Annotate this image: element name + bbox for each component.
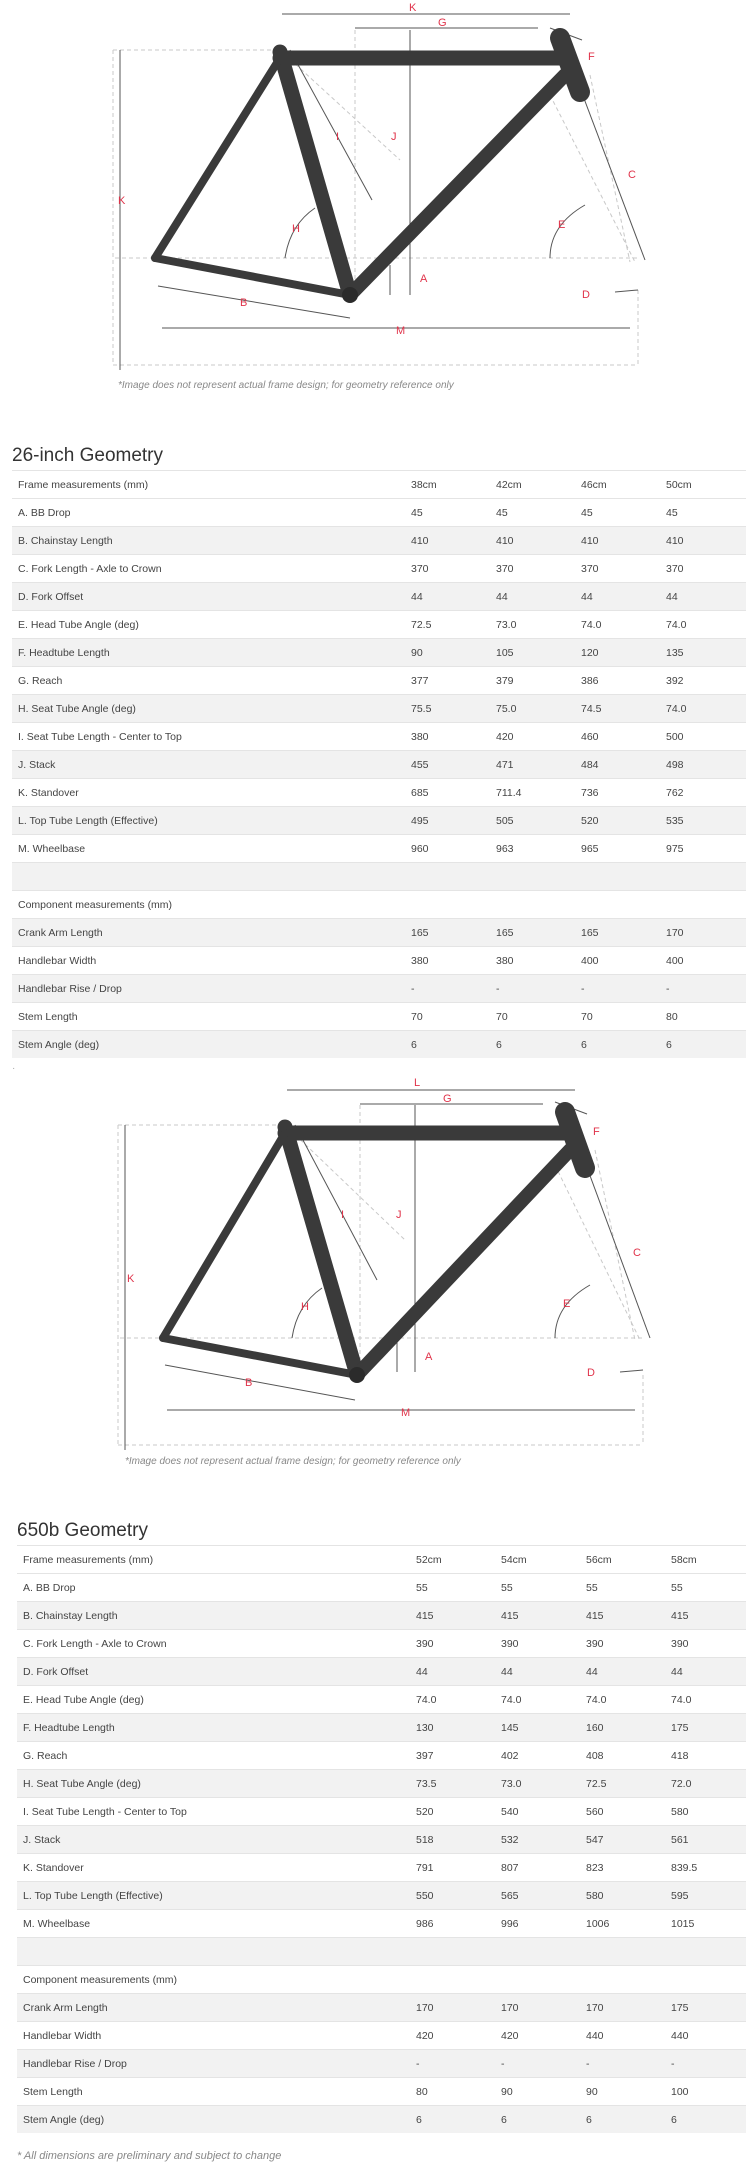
cell-value: 44 [665, 1658, 746, 1686]
cell-value: 370 [660, 555, 746, 583]
frame-diagram-2 [115, 1070, 655, 1470]
row-label: H. Seat Tube Angle (deg) [17, 1770, 410, 1798]
cell-value: 440 [665, 2022, 746, 2050]
cell-value: 45 [490, 499, 575, 527]
frame-label-b: B [240, 297, 248, 309]
table-row [12, 695, 746, 723]
table-row [12, 667, 746, 695]
cell-value: 565 [495, 1882, 580, 1910]
cell-value [660, 891, 746, 919]
cell-value: 72.5 [405, 611, 490, 639]
cell-value: 74.5 [575, 695, 660, 723]
cell-value: 74.0 [410, 1686, 495, 1714]
frame-caption-2: *Image does not represent actual frame design; for geometry reference only [125, 1456, 461, 1467]
cell-value: 100 [665, 2078, 746, 2106]
cell-value: - [575, 975, 660, 1003]
cell-value [575, 863, 660, 891]
cell-value: 823 [580, 1854, 665, 1882]
frame-label-m: M [396, 325, 406, 337]
cell-value: 415 [410, 1602, 495, 1630]
cell-value [405, 863, 490, 891]
cell-value: 415 [580, 1602, 665, 1630]
cell-value: 44 [575, 583, 660, 611]
cell-value: 532 [495, 1826, 580, 1854]
cell-value: 75.0 [490, 695, 575, 723]
row-label: I. Seat Tube Length - Center to Top [17, 1798, 410, 1826]
frame-label-m-2: M [401, 1407, 411, 1419]
cell-value: 44 [490, 583, 575, 611]
cell-value: 44 [580, 1658, 665, 1686]
row-label: J. Stack [12, 751, 405, 779]
cell-value: 80 [410, 2078, 495, 2106]
cell-value [580, 1966, 665, 1994]
cell-value: 1015 [665, 1910, 746, 1938]
cell-value: 996 [495, 1910, 580, 1938]
cell-value: 455 [405, 751, 490, 779]
table-row [12, 611, 746, 639]
cell-value: 960 [405, 835, 490, 863]
table-row [17, 1994, 746, 2022]
table-row [12, 499, 746, 527]
row-label: Crank Arm Length [12, 919, 405, 947]
row-label: H. Seat Tube Angle (deg) [12, 695, 405, 723]
cell-value: 74.0 [660, 611, 746, 639]
cell-value: 370 [490, 555, 575, 583]
table-row [12, 555, 746, 583]
cell-value: 963 [490, 835, 575, 863]
cell-value: 44 [410, 1658, 495, 1686]
geometry-table-26 [12, 470, 746, 1058]
row-label: C. Fork Length - Axle to Crown [17, 1630, 410, 1658]
frame-label-b-2: B [245, 1377, 253, 1389]
table-row [12, 639, 746, 667]
frame-label-f: F [588, 51, 595, 63]
cell-value: 72.5 [580, 1770, 665, 1798]
cell-value: 6 [575, 1031, 660, 1059]
component-header-row [12, 891, 746, 919]
cell-value: 73.0 [490, 611, 575, 639]
cell-value: - [660, 975, 746, 1003]
cell-value: 400 [660, 947, 746, 975]
cell-value: 380 [405, 723, 490, 751]
cell-value [495, 1966, 580, 1994]
row-label: M. Wheelbase [17, 1910, 410, 1938]
row-label: G. Reach [12, 667, 405, 695]
cell-value: 52cm [410, 1546, 495, 1574]
table-row [12, 527, 746, 555]
cell-value: 505 [490, 807, 575, 835]
frame-label-a-2: A [425, 1351, 433, 1363]
frame-label-g: G [438, 17, 447, 29]
cell-value: 484 [575, 751, 660, 779]
cell-value [575, 891, 660, 919]
row-label: D. Fork Offset [17, 1658, 410, 1686]
cell-value: 50cm [660, 471, 746, 499]
cell-value: 90 [495, 2078, 580, 2106]
cell-value [665, 1938, 746, 1966]
frame-label-j-2: J [396, 1209, 402, 1221]
cell-value: 90 [405, 639, 490, 667]
table-row [17, 1742, 746, 1770]
section-title-650b: 650b Geometry [17, 1520, 148, 1541]
frame-label-d: D [582, 289, 590, 301]
row-label: M. Wheelbase [12, 835, 405, 863]
table-row [17, 1658, 746, 1686]
cell-value: 736 [575, 779, 660, 807]
row-label: C. Fork Length - Axle to Crown [12, 555, 405, 583]
cell-value: 440 [580, 2022, 665, 2050]
cell-value: - [405, 975, 490, 1003]
row-label: D. Fork Offset [12, 583, 405, 611]
row-label: G. Reach [17, 1742, 410, 1770]
row-label: E. Head Tube Angle (deg) [12, 611, 405, 639]
cell-value: 420 [495, 2022, 580, 2050]
cell-value: 74.0 [665, 1686, 746, 1714]
frame-label-h-2: H [301, 1301, 309, 1313]
cell-value [580, 1938, 665, 1966]
frame-geometry-svg-1 [110, 0, 650, 390]
cell-value: 45 [660, 499, 746, 527]
cell-value: 165 [490, 919, 575, 947]
cell-value: 55 [580, 1574, 665, 1602]
cell-value: 370 [575, 555, 660, 583]
row-label: Handlebar Width [17, 2022, 410, 2050]
table-spacer-row [12, 863, 746, 891]
cell-value: 386 [575, 667, 660, 695]
cell-value: 410 [405, 527, 490, 555]
cell-value: 75.5 [405, 695, 490, 723]
cell-value: 165 [575, 919, 660, 947]
table-row [17, 2022, 746, 2050]
cell-value: 580 [665, 1798, 746, 1826]
cell-value: 170 [495, 1994, 580, 2022]
cell-value: 807 [495, 1854, 580, 1882]
row-label: B. Chainstay Length [12, 527, 405, 555]
cell-value: 410 [575, 527, 660, 555]
table-row [12, 1003, 746, 1031]
cell-value: 415 [495, 1602, 580, 1630]
cell-value: 6 [495, 2106, 580, 2134]
cell-value [665, 1966, 746, 1994]
separator-dot: · [12, 1063, 16, 1074]
cell-value: 520 [575, 807, 660, 835]
cell-value: 580 [580, 1882, 665, 1910]
cell-value: 175 [665, 1994, 746, 2022]
cell-value: 495 [405, 807, 490, 835]
cell-value: 380 [405, 947, 490, 975]
cell-value: 410 [660, 527, 746, 555]
cell-value: 6 [660, 1031, 746, 1059]
cell-value: 44 [495, 1658, 580, 1686]
cell-value: 74.0 [580, 1686, 665, 1714]
cell-value: 6 [580, 2106, 665, 2134]
table-row [17, 1686, 746, 1714]
cell-value: 392 [660, 667, 746, 695]
cell-value: 791 [410, 1854, 495, 1882]
row-label: I. Seat Tube Length - Center to Top [12, 723, 405, 751]
cell-value: 56cm [580, 1546, 665, 1574]
row-label: L. Top Tube Length (Effective) [12, 807, 405, 835]
cell-value: 170 [580, 1994, 665, 2022]
cell-value: 74.0 [660, 695, 746, 723]
row-label: A. BB Drop [17, 1574, 410, 1602]
footnote: * All dimensions are preliminary and subject to change [17, 2150, 282, 2162]
cell-value: 390 [665, 1630, 746, 1658]
cell-value: 44 [405, 583, 490, 611]
frame-label-e: E [558, 219, 566, 231]
cell-value: 55 [410, 1574, 495, 1602]
row-label: E. Head Tube Angle (deg) [17, 1686, 410, 1714]
table-row [12, 751, 746, 779]
table-row [17, 1714, 746, 1742]
cell-value: - [495, 2050, 580, 2078]
cell-value: 410 [490, 527, 575, 555]
cell-value: 550 [410, 1882, 495, 1910]
cell-value: 380 [490, 947, 575, 975]
cell-value [405, 891, 490, 919]
cell-value: 711.4 [490, 779, 575, 807]
cell-value: 6 [410, 2106, 495, 2134]
row-label: Handlebar Rise / Drop [17, 2050, 410, 2078]
row-label: Component measurements (mm) [12, 891, 405, 919]
table-row [12, 835, 746, 863]
cell-value: 520 [410, 1798, 495, 1826]
cell-value [410, 1938, 495, 1966]
frame-label-j: J [391, 131, 397, 143]
cell-value: 120 [575, 639, 660, 667]
frame-label-l-2: L [414, 1077, 421, 1089]
cell-value: 975 [660, 835, 746, 863]
frame-label-c: C [628, 169, 636, 181]
cell-value: 460 [575, 723, 660, 751]
cell-value: 73.0 [495, 1770, 580, 1798]
row-label: Handlebar Width [12, 947, 405, 975]
cell-value: 74.0 [495, 1686, 580, 1714]
row-label [12, 863, 405, 891]
table-header-row [12, 471, 746, 499]
frame-caption-1: *Image does not represent actual frame design; for geometry reference only [118, 380, 454, 391]
frame-label-i: I [336, 131, 340, 143]
cell-value: 420 [410, 2022, 495, 2050]
cell-value: 471 [490, 751, 575, 779]
cell-value: 420 [490, 723, 575, 751]
row-label: B. Chainstay Length [17, 1602, 410, 1630]
cell-value: 70 [405, 1003, 490, 1031]
cell-value [490, 863, 575, 891]
cell-value: 130 [410, 1714, 495, 1742]
row-label: Stem Angle (deg) [17, 2106, 410, 2134]
cell-value [490, 891, 575, 919]
cell-value: 402 [495, 1742, 580, 1770]
row-label: J. Stack [17, 1826, 410, 1854]
cell-value: - [665, 2050, 746, 2078]
cell-value [410, 1966, 495, 1994]
cell-value: 561 [665, 1826, 746, 1854]
cell-value: 38cm [405, 471, 490, 499]
table-row [12, 1031, 746, 1059]
cell-value: 45 [575, 499, 660, 527]
table-row [12, 779, 746, 807]
cell-value: 762 [660, 779, 746, 807]
table-row [17, 1630, 746, 1658]
row-label: Stem Length [17, 2078, 410, 2106]
table-row [12, 807, 746, 835]
table-row [17, 1882, 746, 1910]
geometry-table-650b [17, 1545, 746, 2133]
cell-value: 685 [405, 779, 490, 807]
cell-value: 377 [405, 667, 490, 695]
cell-value: 595 [665, 1882, 746, 1910]
cell-value: 44 [660, 583, 746, 611]
cell-value: 547 [580, 1826, 665, 1854]
frame-label-i-2: I [341, 1209, 345, 1221]
cell-value: 160 [580, 1714, 665, 1742]
cell-value: 390 [410, 1630, 495, 1658]
row-label: F. Headtube Length [12, 639, 405, 667]
table-row [12, 919, 746, 947]
cell-value: 55 [495, 1574, 580, 1602]
cell-value: - [410, 2050, 495, 2078]
table-row [12, 975, 746, 1003]
frame-diagram-1 [110, 0, 650, 390]
table-row [17, 2078, 746, 2106]
cell-value: 370 [405, 555, 490, 583]
cell-value: 135 [660, 639, 746, 667]
cell-value: 535 [660, 807, 746, 835]
table-row [17, 2106, 746, 2134]
row-label: Crank Arm Length [17, 1994, 410, 2022]
component-header-row [17, 1966, 746, 1994]
row-label: Component measurements (mm) [17, 1966, 410, 1994]
cell-value: 55 [665, 1574, 746, 1602]
cell-value: 70 [575, 1003, 660, 1031]
cell-value: 105 [490, 639, 575, 667]
table-row [17, 1910, 746, 1938]
cell-value: 500 [660, 723, 746, 751]
cell-value: 46cm [575, 471, 660, 499]
frame-geometry-svg-2 [115, 1070, 655, 1470]
frame-label-c-2: C [633, 1247, 641, 1259]
cell-value: 390 [495, 1630, 580, 1658]
frame-label-d-2: D [587, 1367, 595, 1379]
cell-value: 170 [410, 1994, 495, 2022]
cell-value: - [490, 975, 575, 1003]
table-row [12, 583, 746, 611]
row-label: L. Top Tube Length (Effective) [17, 1882, 410, 1910]
cell-value: 73.5 [410, 1770, 495, 1798]
table-row [17, 1798, 746, 1826]
cell-value: 397 [410, 1742, 495, 1770]
cell-value: 45 [405, 499, 490, 527]
cell-value: 165 [405, 919, 490, 947]
cell-value: 145 [495, 1714, 580, 1742]
frame-label-h: H [292, 223, 300, 235]
row-label: Frame measurements (mm) [12, 471, 405, 499]
row-label: A. BB Drop [12, 499, 405, 527]
frame-label-k-2: K [127, 1273, 135, 1285]
cell-value: 42cm [490, 471, 575, 499]
table-spacer-row [17, 1938, 746, 1966]
table-header-row [17, 1546, 746, 1574]
row-label: Stem Angle (deg) [12, 1031, 405, 1059]
frame-label-e-2: E [563, 1298, 571, 1310]
cell-value: 986 [410, 1910, 495, 1938]
cell-value: 839.5 [665, 1854, 746, 1882]
cell-value: 72.0 [665, 1770, 746, 1798]
row-label: K. Standover [12, 779, 405, 807]
cell-value: 80 [660, 1003, 746, 1031]
frame-label-k: K [118, 195, 126, 207]
cell-value: 54cm [495, 1546, 580, 1574]
cell-value: 408 [580, 1742, 665, 1770]
cell-value: 90 [580, 2078, 665, 2106]
table-row [17, 2050, 746, 2078]
cell-value: 74.0 [575, 611, 660, 639]
cell-value: - [580, 2050, 665, 2078]
cell-value: 6 [665, 2106, 746, 2134]
row-label [17, 1938, 410, 1966]
cell-value: 400 [575, 947, 660, 975]
row-label: Frame measurements (mm) [17, 1546, 410, 1574]
cell-value: 58cm [665, 1546, 746, 1574]
table-row [17, 1574, 746, 1602]
cell-value: 1006 [580, 1910, 665, 1938]
row-label: Handlebar Rise / Drop [12, 975, 405, 1003]
frame-label-f-2: F [593, 1126, 600, 1138]
row-label: Stem Length [12, 1003, 405, 1031]
cell-value: 418 [665, 1742, 746, 1770]
table-row [12, 947, 746, 975]
cell-value: 518 [410, 1826, 495, 1854]
cell-value: 6 [490, 1031, 575, 1059]
cell-value: 540 [495, 1798, 580, 1826]
table-row [17, 1602, 746, 1630]
cell-value: 379 [490, 667, 575, 695]
section-title-26: 26-inch Geometry [12, 445, 164, 466]
frame-label-l: K [409, 2, 417, 14]
cell-value [495, 1938, 580, 1966]
cell-value: 498 [660, 751, 746, 779]
cell-value: 965 [575, 835, 660, 863]
row-label: F. Headtube Length [17, 1714, 410, 1742]
row-label: K. Standover [17, 1854, 410, 1882]
cell-value: 70 [490, 1003, 575, 1031]
table-row [17, 1770, 746, 1798]
table-row [17, 1826, 746, 1854]
frame-label-g-2: G [443, 1093, 452, 1105]
cell-value: 390 [580, 1630, 665, 1658]
cell-value [660, 863, 746, 891]
cell-value: 170 [660, 919, 746, 947]
cell-value: 175 [665, 1714, 746, 1742]
cell-value: 6 [405, 1031, 490, 1059]
cell-value: 415 [665, 1602, 746, 1630]
table-row [17, 1854, 746, 1882]
cell-value: 560 [580, 1798, 665, 1826]
table-row [12, 723, 746, 751]
frame-label-a: A [420, 273, 428, 285]
